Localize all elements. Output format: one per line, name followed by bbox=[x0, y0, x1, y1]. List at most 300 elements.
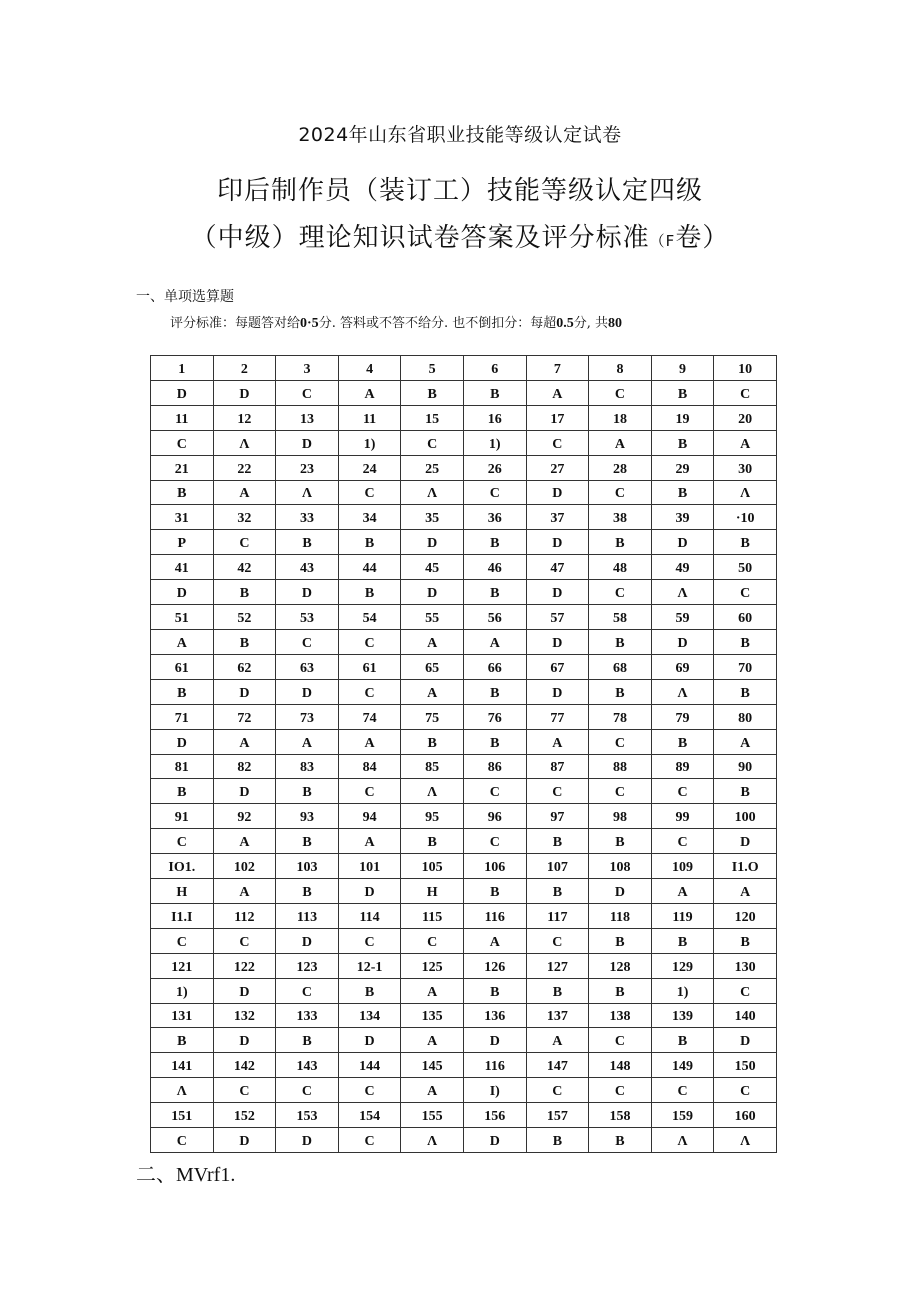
question-number-cell: 33 bbox=[276, 505, 339, 530]
question-number-row bbox=[151, 754, 777, 779]
question-number-cell: 11 bbox=[338, 405, 401, 430]
question-number-cell: 115 bbox=[401, 903, 464, 928]
exam-title-sub-paper: （F bbox=[649, 232, 676, 250]
question-number-cell: 159 bbox=[651, 1103, 714, 1128]
answer-cell: C bbox=[463, 480, 526, 505]
answer-cell: D bbox=[401, 530, 464, 555]
question-number-cell: 61 bbox=[338, 654, 401, 679]
answer-cell: A bbox=[276, 729, 339, 754]
question-number-cell: 139 bbox=[651, 1003, 714, 1028]
answer-cell: A bbox=[714, 430, 777, 455]
answer-cell: B bbox=[463, 679, 526, 704]
question-number-cell: 53 bbox=[276, 605, 339, 630]
question-number-cell: 77 bbox=[526, 704, 589, 729]
question-number-cell: 72 bbox=[213, 704, 276, 729]
answer-cell: B bbox=[714, 779, 777, 804]
question-number-cell: 116 bbox=[463, 903, 526, 928]
answer-cell: D bbox=[276, 430, 339, 455]
answer-cell: A bbox=[714, 729, 777, 754]
question-number-cell: I1.I bbox=[151, 903, 214, 928]
answer-cell: D bbox=[526, 580, 589, 605]
answer-cell: B bbox=[651, 480, 714, 505]
question-number-cell: 154 bbox=[338, 1103, 401, 1128]
answer-cell: C bbox=[589, 729, 652, 754]
answer-cell: B bbox=[651, 380, 714, 405]
answer-cell: D bbox=[463, 1128, 526, 1153]
answer-cell: B bbox=[276, 879, 339, 904]
question-number-cell: 83 bbox=[276, 754, 339, 779]
question-number-cell: 107 bbox=[526, 854, 589, 879]
question-number-cell: 31 bbox=[151, 505, 214, 530]
answer-cell: C bbox=[213, 1078, 276, 1103]
answer-cell: D bbox=[213, 779, 276, 804]
answer-row bbox=[151, 729, 777, 754]
answer-cell: D bbox=[526, 530, 589, 555]
answer-cell: A bbox=[213, 829, 276, 854]
answer-cell: C bbox=[151, 430, 214, 455]
question-number-cell: 123 bbox=[276, 953, 339, 978]
answer-cell: B bbox=[276, 1028, 339, 1053]
exam-title-sub-main: （中级）理论知识试卷答案及评分标准 bbox=[190, 223, 650, 253]
section-heading-second: 二、MVrf1. bbox=[136, 1164, 236, 1186]
question-number-cell: 137 bbox=[526, 1003, 589, 1028]
answer-cell: B bbox=[401, 729, 464, 754]
question-number-cell: 12 bbox=[213, 405, 276, 430]
answer-cell: B bbox=[651, 430, 714, 455]
answer-row bbox=[151, 928, 777, 953]
question-number-cell: 116 bbox=[463, 1053, 526, 1078]
question-number-cell: 28 bbox=[589, 455, 652, 480]
answer-row bbox=[151, 430, 777, 455]
criteria-part-c: 分. 答料或不答不给分. 也不倒扣分：每超 bbox=[318, 316, 557, 331]
answer-cell: B bbox=[338, 530, 401, 555]
question-number-cell: 5 bbox=[401, 356, 464, 381]
answer-cell: B bbox=[651, 1028, 714, 1053]
question-number-cell: 7 bbox=[526, 356, 589, 381]
answer-cell: A bbox=[338, 380, 401, 405]
answer-cell: C bbox=[401, 430, 464, 455]
answer-cell: Λ bbox=[651, 679, 714, 704]
answer-cell: B bbox=[463, 580, 526, 605]
answer-cell: Λ bbox=[401, 1128, 464, 1153]
question-number-cell: 48 bbox=[589, 555, 652, 580]
answer-cell: 1) bbox=[651, 978, 714, 1003]
exam-title-main: 印后制作员（装订工）技能等级认定四级 bbox=[216, 176, 703, 206]
answer-cell: D bbox=[338, 1028, 401, 1053]
question-number-cell: 153 bbox=[276, 1103, 339, 1128]
question-number-cell: 71 bbox=[151, 704, 214, 729]
question-number-cell: 21 bbox=[151, 455, 214, 480]
question-number-cell: 58 bbox=[589, 605, 652, 630]
answer-cell: B bbox=[463, 530, 526, 555]
answer-cell: B bbox=[589, 978, 652, 1003]
question-number-cell: 2 bbox=[213, 356, 276, 381]
question-number-cell: 63 bbox=[276, 654, 339, 679]
question-number-cell: 8 bbox=[589, 356, 652, 381]
question-number-cell: 16 bbox=[463, 405, 526, 430]
question-number-cell: 12-1 bbox=[338, 953, 401, 978]
question-number-cell: 100 bbox=[714, 804, 777, 829]
answer-cell: A bbox=[338, 729, 401, 754]
answer-cell: 1) bbox=[338, 430, 401, 455]
answer-table-body bbox=[151, 356, 777, 1153]
answer-row bbox=[151, 1128, 777, 1153]
question-number-cell: 134 bbox=[338, 1003, 401, 1028]
answer-row bbox=[151, 380, 777, 405]
question-number-cell: 91 bbox=[151, 804, 214, 829]
answer-cell: B bbox=[526, 1128, 589, 1153]
answer-row bbox=[151, 829, 777, 854]
answer-cell: I) bbox=[463, 1078, 526, 1103]
answer-cell: A bbox=[714, 879, 777, 904]
answer-cell: C bbox=[463, 829, 526, 854]
answer-row bbox=[151, 1028, 777, 1053]
answer-cell: A bbox=[651, 879, 714, 904]
criteria-part-d: 0.5 bbox=[556, 316, 574, 331]
answer-cell: A bbox=[463, 629, 526, 654]
answer-cell: D bbox=[526, 480, 589, 505]
question-number-row bbox=[151, 804, 777, 829]
question-number-cell: 158 bbox=[589, 1103, 652, 1128]
answer-cell: A bbox=[401, 679, 464, 704]
question-number-cell: IO1. bbox=[151, 854, 214, 879]
question-number-cell: 117 bbox=[526, 903, 589, 928]
question-number-cell: 121 bbox=[151, 953, 214, 978]
question-number-cell: 74 bbox=[338, 704, 401, 729]
answer-cell: D bbox=[276, 928, 339, 953]
question-number-cell: 50 bbox=[714, 555, 777, 580]
question-number-cell: ·10 bbox=[714, 505, 777, 530]
answer-cell: D bbox=[589, 879, 652, 904]
question-number-cell: 61 bbox=[151, 654, 214, 679]
answer-cell: D bbox=[213, 978, 276, 1003]
answer-cell: B bbox=[463, 978, 526, 1003]
question-number-cell: 15 bbox=[401, 405, 464, 430]
answer-cell: D bbox=[651, 530, 714, 555]
question-number-cell: 141 bbox=[151, 1053, 214, 1078]
answer-cell: C bbox=[526, 430, 589, 455]
question-number-cell: 126 bbox=[463, 953, 526, 978]
question-number-cell: 36 bbox=[463, 505, 526, 530]
answer-cell: B bbox=[401, 380, 464, 405]
question-number-cell: 155 bbox=[401, 1103, 464, 1128]
answer-cell: D bbox=[526, 629, 589, 654]
answer-cell: Λ bbox=[714, 480, 777, 505]
question-number-cell: 6 bbox=[463, 356, 526, 381]
question-number-cell: 78 bbox=[589, 704, 652, 729]
answer-cell: B bbox=[526, 978, 589, 1003]
question-number-cell: 120 bbox=[714, 903, 777, 928]
question-number-cell: 114 bbox=[338, 903, 401, 928]
answer-cell: C bbox=[151, 928, 214, 953]
question-number-cell: 52 bbox=[213, 605, 276, 630]
question-number-cell: 122 bbox=[213, 953, 276, 978]
answer-cell: C bbox=[589, 779, 652, 804]
question-number-cell: 105 bbox=[401, 854, 464, 879]
question-number-cell: 79 bbox=[651, 704, 714, 729]
question-number-cell: 152 bbox=[213, 1103, 276, 1128]
answer-cell: Λ bbox=[213, 430, 276, 455]
answer-cell: D bbox=[213, 679, 276, 704]
answer-cell: B bbox=[526, 829, 589, 854]
scoring-criteria bbox=[170, 312, 622, 332]
question-number-cell: 43 bbox=[276, 555, 339, 580]
answer-cell: C bbox=[651, 829, 714, 854]
question-number-cell: 45 bbox=[401, 555, 464, 580]
question-number-cell: 93 bbox=[276, 804, 339, 829]
question-number-cell: 99 bbox=[651, 804, 714, 829]
question-number-row bbox=[151, 854, 777, 879]
answer-cell: B bbox=[526, 879, 589, 904]
question-number-cell: 103 bbox=[276, 854, 339, 879]
question-number-cell: 98 bbox=[589, 804, 652, 829]
answer-cell: C bbox=[589, 480, 652, 505]
question-number-cell: 10 bbox=[714, 356, 777, 381]
question-number-cell: 37 bbox=[526, 505, 589, 530]
question-number-row bbox=[151, 555, 777, 580]
answer-cell: B bbox=[651, 729, 714, 754]
answer-cell: A bbox=[589, 430, 652, 455]
question-number-cell: 81 bbox=[151, 754, 214, 779]
question-number-cell: 125 bbox=[401, 953, 464, 978]
answer-cell: C bbox=[338, 928, 401, 953]
answer-cell: C bbox=[463, 779, 526, 804]
question-number-row bbox=[151, 654, 777, 679]
answer-cell: A bbox=[213, 480, 276, 505]
question-number-cell: 69 bbox=[651, 654, 714, 679]
answer-cell: C bbox=[276, 978, 339, 1003]
question-number-cell: 1 bbox=[151, 356, 214, 381]
question-number-cell: 56 bbox=[463, 605, 526, 630]
question-number-cell: 44 bbox=[338, 555, 401, 580]
question-number-cell: 67 bbox=[526, 654, 589, 679]
question-number-cell: 19 bbox=[651, 405, 714, 430]
question-number-cell: 96 bbox=[463, 804, 526, 829]
section-heading-single-choice: 一、单项选算题 bbox=[136, 289, 234, 305]
question-number-cell: 145 bbox=[401, 1053, 464, 1078]
question-number-row bbox=[151, 356, 777, 381]
answer-cell: A bbox=[526, 380, 589, 405]
answer-cell: B bbox=[589, 1128, 652, 1153]
answer-cell: B bbox=[589, 829, 652, 854]
question-number-cell: 135 bbox=[401, 1003, 464, 1028]
question-number-cell: 94 bbox=[338, 804, 401, 829]
answer-cell: D bbox=[463, 1028, 526, 1053]
answer-cell: C bbox=[338, 629, 401, 654]
answer-cell: D bbox=[151, 729, 214, 754]
criteria-part-e: 分, 共 bbox=[573, 316, 608, 331]
question-number-cell: 90 bbox=[714, 754, 777, 779]
question-number-cell: 34 bbox=[338, 505, 401, 530]
question-number-cell: 80 bbox=[714, 704, 777, 729]
question-number-cell: 86 bbox=[463, 754, 526, 779]
answer-row bbox=[151, 629, 777, 654]
question-number-cell: 75 bbox=[401, 704, 464, 729]
answer-cell: A bbox=[526, 1028, 589, 1053]
question-number-cell: 57 bbox=[526, 605, 589, 630]
question-number-cell: 26 bbox=[463, 455, 526, 480]
question-number-cell: 60 bbox=[714, 605, 777, 630]
question-number-cell: 55 bbox=[401, 605, 464, 630]
answer-cell: C bbox=[714, 978, 777, 1003]
answer-cell: Λ bbox=[651, 580, 714, 605]
answer-cell: C bbox=[338, 1078, 401, 1103]
answer-cell: C bbox=[401, 928, 464, 953]
question-number-cell: 129 bbox=[651, 953, 714, 978]
question-number-cell: 24 bbox=[338, 455, 401, 480]
question-number-cell: 108 bbox=[589, 854, 652, 879]
question-number-cell: 46 bbox=[463, 555, 526, 580]
answer-row bbox=[151, 480, 777, 505]
question-number-cell: 142 bbox=[213, 1053, 276, 1078]
question-number-cell: 65 bbox=[401, 654, 464, 679]
question-number-cell: 49 bbox=[651, 555, 714, 580]
question-number-cell: 38 bbox=[589, 505, 652, 530]
question-number-cell: 66 bbox=[463, 654, 526, 679]
answer-cell: B bbox=[463, 729, 526, 754]
answer-cell: B bbox=[589, 679, 652, 704]
answer-row bbox=[151, 1078, 777, 1103]
answer-row bbox=[151, 779, 777, 804]
question-number-cell: 119 bbox=[651, 903, 714, 928]
question-number-cell: 113 bbox=[276, 903, 339, 928]
criteria-part-a: 评分标准：每题答对给 bbox=[170, 316, 301, 331]
question-number-cell: 112 bbox=[213, 903, 276, 928]
question-number-cell: 102 bbox=[213, 854, 276, 879]
question-number-cell: 130 bbox=[714, 953, 777, 978]
answer-row bbox=[151, 530, 777, 555]
answer-cell: C bbox=[526, 1078, 589, 1103]
exam-title-year: 2024年山东省职业技能等级认定试卷 bbox=[298, 124, 622, 146]
question-number-cell: 76 bbox=[463, 704, 526, 729]
answer-cell: Λ bbox=[714, 1128, 777, 1153]
question-number-cell: 47 bbox=[526, 555, 589, 580]
question-number-row bbox=[151, 455, 777, 480]
question-number-row bbox=[151, 903, 777, 928]
question-number-row bbox=[151, 1053, 777, 1078]
answer-cell: Λ bbox=[651, 1128, 714, 1153]
answer-cell: C bbox=[589, 1028, 652, 1053]
answer-cell: C bbox=[338, 1128, 401, 1153]
answer-cell: A bbox=[213, 729, 276, 754]
answer-cell: Λ bbox=[401, 779, 464, 804]
answer-cell: A bbox=[401, 1078, 464, 1103]
question-number-cell: 140 bbox=[714, 1003, 777, 1028]
answer-row bbox=[151, 679, 777, 704]
answer-cell: B bbox=[401, 829, 464, 854]
criteria-part-f: 80 bbox=[607, 316, 622, 331]
exam-title-sub-end: 卷） bbox=[675, 223, 730, 253]
answer-cell: B bbox=[213, 629, 276, 654]
question-number-cell: 131 bbox=[151, 1003, 214, 1028]
answer-cell: H bbox=[151, 879, 214, 904]
answer-cell: C bbox=[213, 530, 276, 555]
question-number-cell: 95 bbox=[401, 804, 464, 829]
question-number-cell: 118 bbox=[589, 903, 652, 928]
answer-cell: B bbox=[276, 829, 339, 854]
answer-cell: C bbox=[338, 679, 401, 704]
answer-cell: B bbox=[714, 629, 777, 654]
question-number-cell: 3 bbox=[276, 356, 339, 381]
answer-cell: B bbox=[151, 480, 214, 505]
question-number-cell: 133 bbox=[276, 1003, 339, 1028]
answer-cell: C bbox=[276, 380, 339, 405]
answer-cell: C bbox=[714, 1078, 777, 1103]
answer-cell: D bbox=[276, 679, 339, 704]
answer-cell: C bbox=[589, 380, 652, 405]
answer-cell: D bbox=[338, 879, 401, 904]
question-number-cell: 4 bbox=[338, 356, 401, 381]
answer-cell: B bbox=[651, 928, 714, 953]
answer-cell: H bbox=[401, 879, 464, 904]
question-number-cell: 87 bbox=[526, 754, 589, 779]
question-number-cell: 84 bbox=[338, 754, 401, 779]
question-number-cell: 70 bbox=[714, 654, 777, 679]
answer-cell: C bbox=[526, 779, 589, 804]
answer-cell: C bbox=[526, 928, 589, 953]
answer-cell: B bbox=[338, 580, 401, 605]
answer-cell: A bbox=[401, 1028, 464, 1053]
answer-cell: B bbox=[338, 978, 401, 1003]
question-number-cell: 39 bbox=[651, 505, 714, 530]
answer-cell: A bbox=[463, 928, 526, 953]
question-number-cell: 109 bbox=[651, 854, 714, 879]
answer-row bbox=[151, 580, 777, 605]
question-number-cell: 149 bbox=[651, 1053, 714, 1078]
answer-cell: A bbox=[526, 729, 589, 754]
answer-cell: C bbox=[714, 580, 777, 605]
question-number-cell: 150 bbox=[714, 1053, 777, 1078]
question-number-row bbox=[151, 605, 777, 630]
answer-cell: B bbox=[463, 380, 526, 405]
answer-cell: C bbox=[589, 1078, 652, 1103]
answer-cell: C bbox=[651, 779, 714, 804]
answer-cell: Λ bbox=[276, 480, 339, 505]
answer-cell: D bbox=[213, 380, 276, 405]
question-number-cell: I1.O bbox=[714, 854, 777, 879]
answer-cell: C bbox=[213, 928, 276, 953]
answer-row bbox=[151, 978, 777, 1003]
question-number-cell: 23 bbox=[276, 455, 339, 480]
question-number-cell: 32 bbox=[213, 505, 276, 530]
answer-cell: B bbox=[276, 530, 339, 555]
answer-cell: D bbox=[651, 629, 714, 654]
question-number-cell: 160 bbox=[714, 1103, 777, 1128]
question-number-cell: 42 bbox=[213, 555, 276, 580]
answer-cell: A bbox=[401, 629, 464, 654]
answer-cell: B bbox=[589, 530, 652, 555]
answer-cell: A bbox=[338, 829, 401, 854]
question-number-row bbox=[151, 505, 777, 530]
question-number-cell: 127 bbox=[526, 953, 589, 978]
question-number-cell: 27 bbox=[526, 455, 589, 480]
answer-cell: C bbox=[276, 629, 339, 654]
answer-cell: Λ bbox=[401, 480, 464, 505]
question-number-cell: 156 bbox=[463, 1103, 526, 1128]
answer-cell: B bbox=[213, 580, 276, 605]
answer-cell: D bbox=[714, 1028, 777, 1053]
answer-cell: D bbox=[151, 380, 214, 405]
question-number-cell: 143 bbox=[276, 1053, 339, 1078]
answer-cell: C bbox=[714, 380, 777, 405]
answer-cell: 1) bbox=[463, 430, 526, 455]
answer-cell: D bbox=[213, 1128, 276, 1153]
answer-cell: A bbox=[151, 629, 214, 654]
question-number-cell: 59 bbox=[651, 605, 714, 630]
answer-row bbox=[151, 879, 777, 904]
question-number-cell: 41 bbox=[151, 555, 214, 580]
question-number-cell: 92 bbox=[213, 804, 276, 829]
